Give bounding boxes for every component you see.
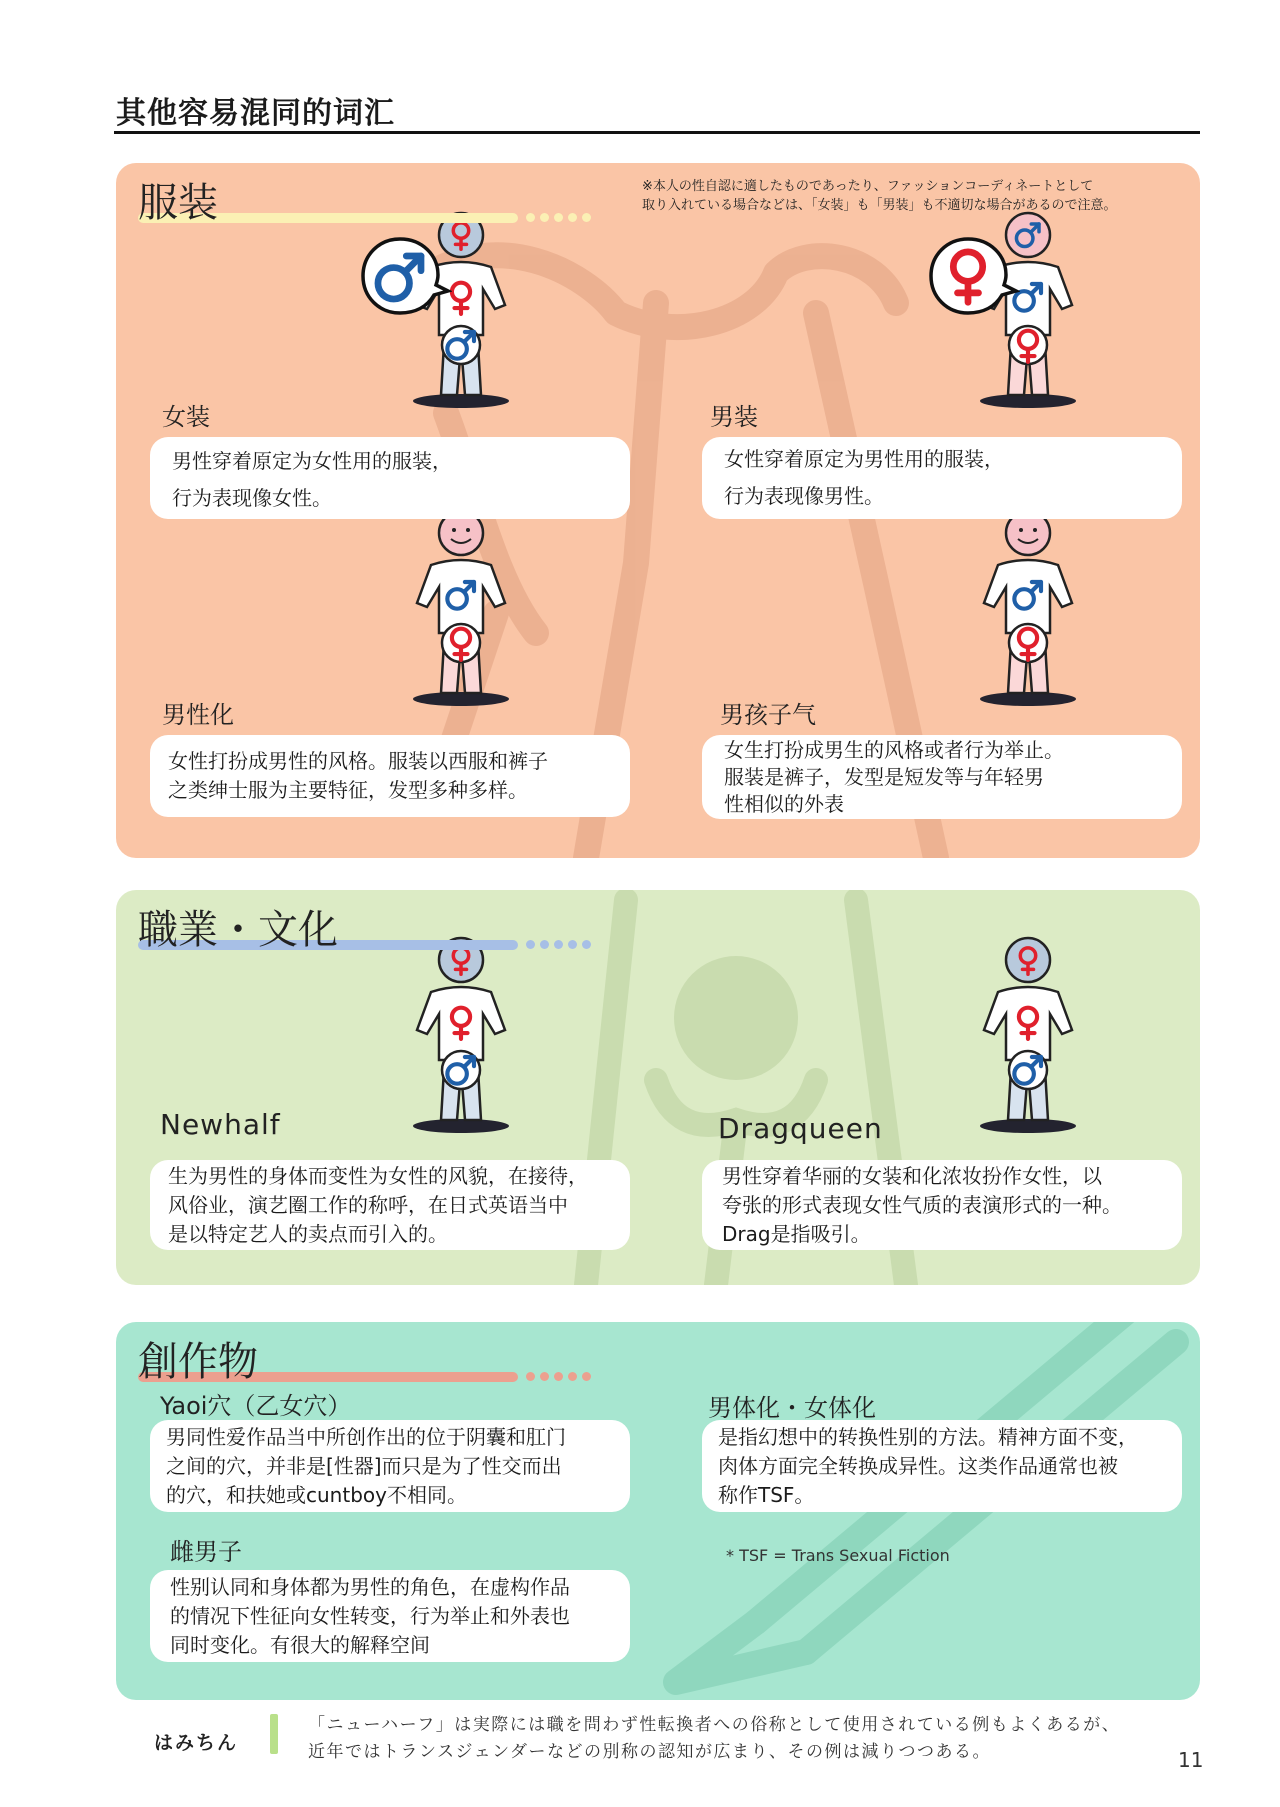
term-yaoi-hole: Yaoi穴（乙女穴） (160, 1392, 352, 1420)
section-fashion (116, 163, 1200, 858)
definition-box (702, 437, 1182, 519)
definition-box (150, 1160, 630, 1250)
term-tomboy: 男孩子气 (720, 701, 816, 729)
footer-note (308, 1712, 1120, 1766)
term-dansou: 男装 (710, 403, 758, 431)
section-culture (116, 890, 1200, 1285)
figure-newhalf (401, 930, 521, 1140)
heading-dots (526, 940, 591, 949)
definition-line: 女性穿着原定为男性用的服装， (724, 447, 1004, 471)
speech-bubble-female (928, 235, 1020, 319)
heading-dots (526, 1372, 591, 1381)
footer-line: 近年ではトランスジェンダーなどの別称の認知が広まり、その例は減りつつある。 (308, 1742, 991, 1762)
figure-tomboy (968, 503, 1088, 713)
definition-box (150, 735, 630, 817)
term-masculinization: 男性化 (162, 701, 234, 729)
section-heading-culture: 職業・文化 (138, 907, 338, 953)
page-title: 其他容易混同的词汇 (116, 96, 395, 131)
definition-box (702, 1160, 1182, 1250)
note-line: 取り入れている場合などは、「女装」も「男装」も不適切な場合があるので注意。 (642, 198, 1117, 213)
definition-line: 之类绅士服为主要特征，发型多种多样。 (168, 778, 528, 802)
definition-line: 服装是裤子，发型是短发等与年轻男 (724, 765, 1044, 789)
heading-dots (526, 213, 591, 222)
definition-line: 男性穿着华丽的女装和化浓妆扮作女性，以 (722, 1164, 1102, 1188)
section-heading-fashion: 服装 (138, 180, 218, 226)
note-line: ※本人の性自認に適したものであったり、ファッションコーディネートとして (642, 179, 1094, 194)
figure-masculinization (401, 503, 521, 713)
page-number: 11 (1178, 1748, 1204, 1772)
author-name: はみちん (154, 1732, 239, 1754)
definition-line: 生为男性的身体而变性为女性的风貌，在接待， (168, 1164, 588, 1188)
tsf-footnote: * TSF = Trans Sexual Fiction (726, 1546, 950, 1565)
definition-line: 女性打扮成男性的风格。服装以西服和裤子 (168, 749, 548, 773)
definition-line: 是指幻想中的转换性别的方法。精神方面不变， (718, 1425, 1138, 1449)
definition-line: 风俗业，演艺圈工作的称呼，在日式英语当中 (168, 1193, 568, 1217)
footer-accent-bar (270, 1714, 278, 1754)
definition-line: 的穴，和扶她或cuntboy不相同。 (166, 1483, 467, 1507)
definition-line: 同时变化。有很大的解释空间 (170, 1633, 430, 1657)
definition-line: 是以特定艺人的卖点而引入的。 (168, 1222, 448, 1246)
definition-line: Drag是指吸引。 (722, 1222, 871, 1246)
definition-line: 夸张的形式表现女性气质的表演形式的一种。 (722, 1193, 1122, 1217)
speech-bubble-male (360, 235, 452, 319)
fashion-note (642, 177, 1182, 215)
footer-line: 「ニューハーフ」は実際には職を問わず性転換者への俗称として使用されている例もよくあるが、 (308, 1715, 1121, 1735)
definition-line: 男性穿着原定为女性用的服装， (172, 449, 452, 473)
definition-line: 的情况下性征向女性转变，行为举止和外表也 (170, 1604, 570, 1628)
definition-box (150, 1570, 630, 1662)
definition-line: 之间的穴，并非是[性器]而只是为了性交而出 (166, 1454, 562, 1478)
definition-line: 称作TSF。 (718, 1483, 815, 1507)
section-creation (116, 1322, 1200, 1700)
definition-line: 肉体方面完全转换成异性。这类作品通常也被 (718, 1454, 1118, 1478)
section-heading-creation: 創作物 (138, 1339, 258, 1385)
definition-line: 行为表现像男性。 (724, 484, 884, 508)
definition-line: 女生打扮成男生的风格或者行为举止。 (724, 738, 1064, 762)
definition-box (150, 437, 630, 519)
definition-line: 行为表现像女性。 (172, 486, 332, 510)
term-female-male: 雌男子 (170, 1538, 242, 1566)
definition-line: 男同性爱作品当中所创作出的位于阴囊和肛门 (166, 1425, 566, 1449)
definition-line: 性相似的外表 (724, 792, 844, 816)
term-newhalf: Newhalf (160, 1108, 281, 1141)
definition-line: 性别认同和身体都为男性的角色，在虚构作品 (170, 1575, 570, 1599)
definition-box (150, 1420, 630, 1512)
definition-box (702, 735, 1182, 819)
definition-box (702, 1420, 1182, 1512)
term-gender-transformation: 男体化・女体化 (708, 1394, 876, 1422)
term-dragqueen: Dragqueen (718, 1112, 883, 1145)
term-josou: 女装 (162, 403, 210, 431)
figure-dragqueen (968, 930, 1088, 1140)
title-underline (114, 131, 1200, 134)
